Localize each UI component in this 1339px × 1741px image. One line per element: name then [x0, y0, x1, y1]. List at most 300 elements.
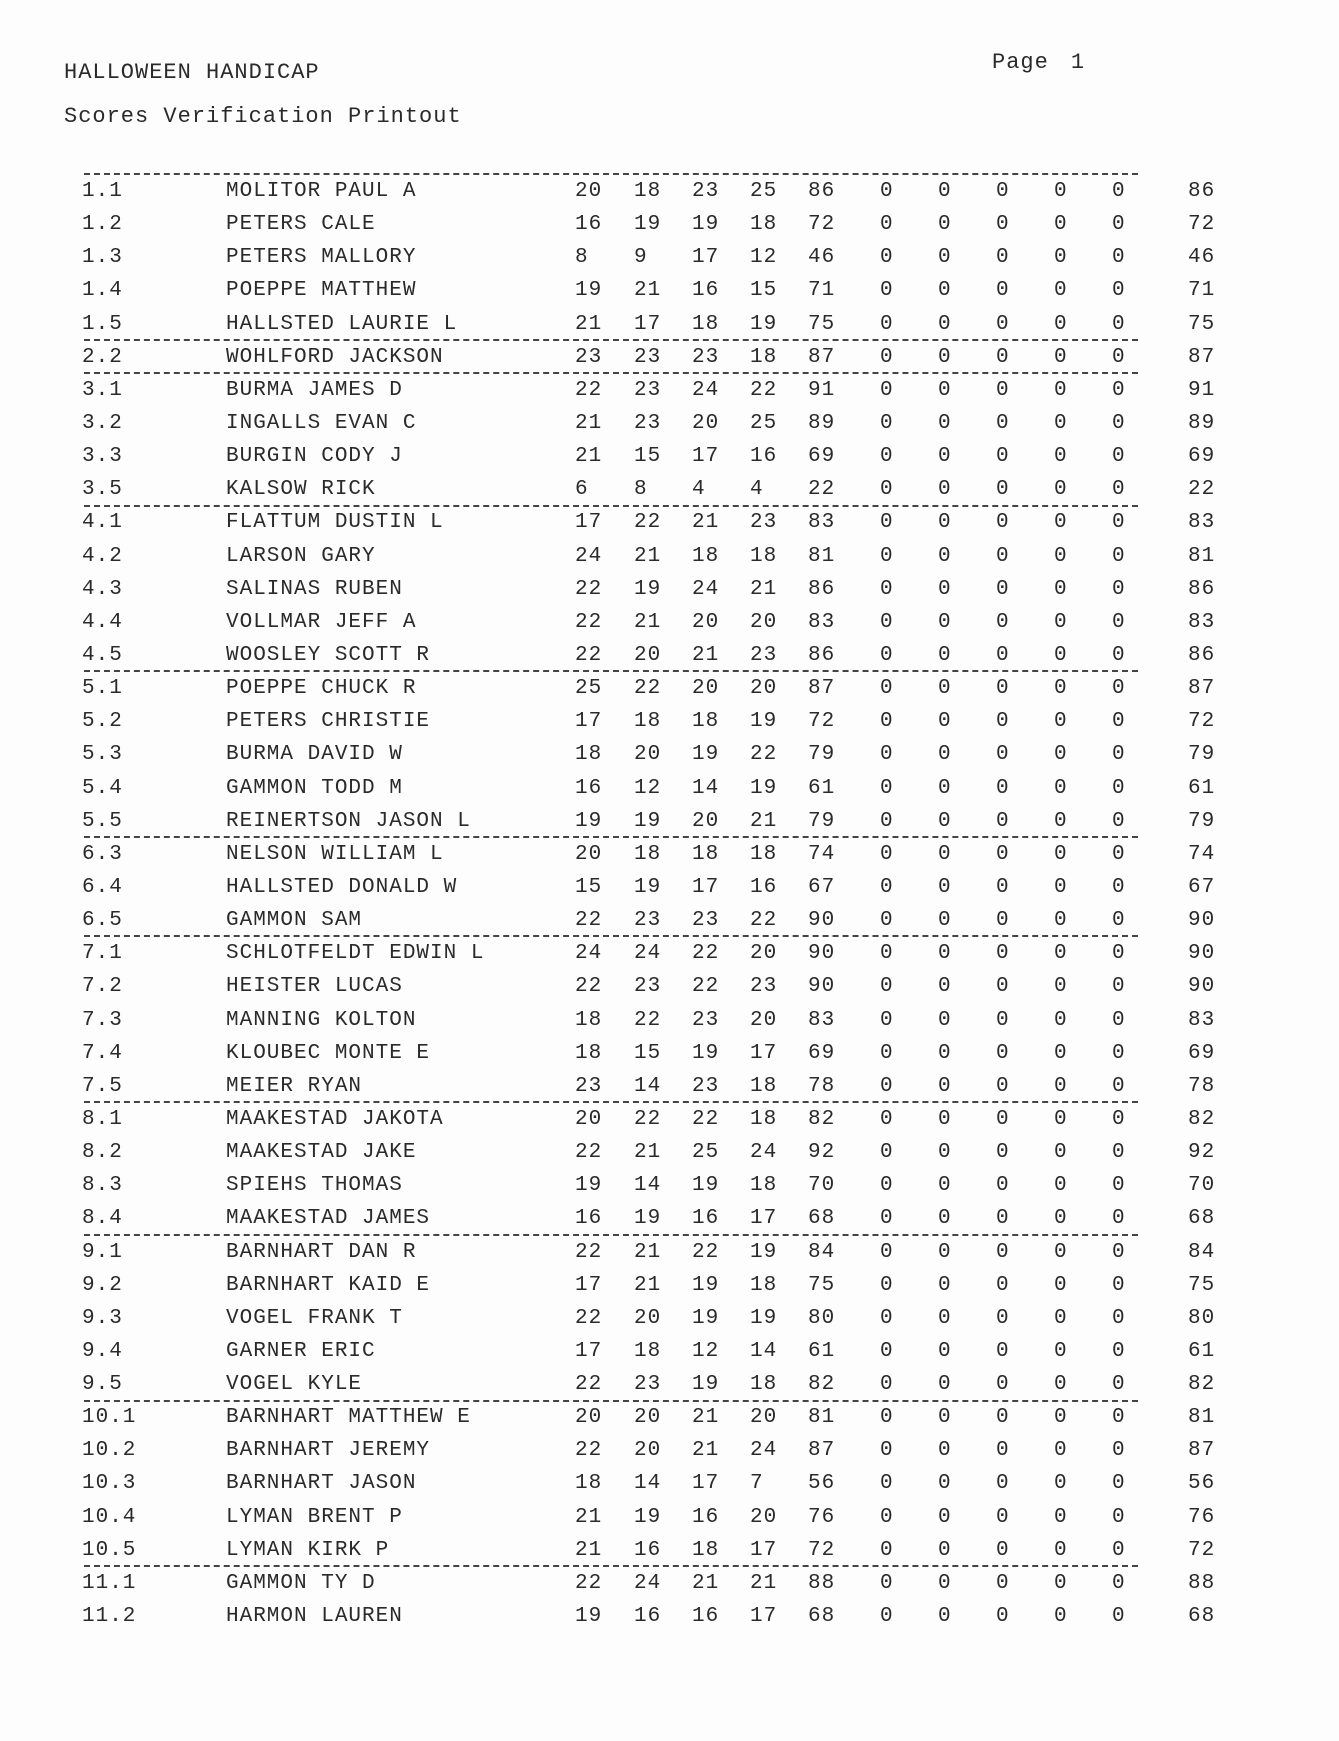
score-cell: 19: [750, 1240, 778, 1264]
zero-cell: 0: [996, 909, 1010, 933]
zero-cell: 0: [938, 875, 952, 899]
zero-cell: 0: [938, 842, 952, 866]
table-row: [0, 1564, 1339, 1597]
shooter-name: PETERS CALE: [226, 213, 376, 237]
score-cell: 23: [692, 180, 720, 203]
score-cell: 83: [808, 511, 836, 535]
entry-id: 6.3: [82, 842, 123, 866]
score-cell: 20: [575, 180, 603, 203]
score-cell: 21: [692, 511, 720, 535]
score-cell: 21: [634, 544, 662, 568]
score-cell: 16: [750, 875, 778, 899]
score-cell: 18: [575, 1041, 603, 1065]
total-cell: 90: [1188, 942, 1216, 966]
entry-id: 9.1: [82, 1240, 123, 1264]
shooter-name: LYMAN BRENT P: [226, 1505, 403, 1529]
table-row: [0, 1398, 1339, 1431]
score-cell: 81: [808, 1406, 836, 1430]
table-row: [0, 669, 1339, 702]
shooter-name: MAAKESTAD JAKE: [226, 1141, 417, 1165]
score-cell: 20: [692, 411, 720, 435]
shooter-name: SCHLOTFELDT EDWIN L: [226, 942, 485, 966]
entry-id: 4.2: [82, 544, 123, 568]
zero-cell: 0: [996, 610, 1010, 634]
score-cell: 23: [692, 345, 720, 369]
table-row: [0, 603, 1339, 636]
score-cell: 23: [634, 1373, 662, 1397]
total-cell: 86: [1188, 643, 1216, 667]
zero-cell: 0: [938, 1008, 952, 1032]
zero-cell: 0: [1112, 975, 1126, 999]
score-cell: 4: [692, 478, 706, 502]
shooter-name: NELSON WILLIAM L: [226, 842, 444, 866]
entry-id: 7.5: [82, 1074, 123, 1098]
total-cell: 69: [1188, 1041, 1216, 1065]
score-cell: 21: [575, 1538, 603, 1562]
zero-cell: 0: [1112, 743, 1126, 767]
zero-cell: 0: [1112, 445, 1126, 469]
total-cell: 82: [1188, 1107, 1216, 1131]
zero-cell: 0: [996, 1439, 1010, 1463]
zero-cell: 0: [880, 1605, 894, 1629]
score-cell: 86: [808, 643, 836, 667]
score-cell: 23: [750, 975, 778, 999]
score-cell: 17: [575, 710, 603, 734]
zero-cell: 0: [938, 1174, 952, 1198]
score-cell: 20: [634, 643, 662, 667]
table-row: [0, 238, 1339, 271]
page-label: Page: [992, 50, 1049, 75]
table-row: [0, 371, 1339, 404]
zero-cell: 0: [996, 1174, 1010, 1198]
zero-cell: 0: [1112, 411, 1126, 435]
zero-cell: 0: [938, 1571, 952, 1595]
entry-id: 6.4: [82, 875, 123, 899]
score-cell: 21: [692, 1571, 720, 1595]
zero-cell: 0: [880, 1008, 894, 1032]
zero-cell: 0: [996, 1571, 1010, 1595]
entry-id: 8.2: [82, 1141, 123, 1165]
total-cell: 86: [1188, 180, 1216, 203]
score-cell: 17: [750, 1041, 778, 1065]
score-cell: 18: [692, 312, 720, 336]
score-cell: 19: [692, 743, 720, 767]
score-cell: 87: [808, 1439, 836, 1463]
zero-cell: 0: [1054, 246, 1068, 270]
score-cell: 19: [692, 1373, 720, 1397]
score-cell: 18: [575, 1472, 603, 1496]
entry-id: 9.5: [82, 1373, 123, 1397]
score-cell: 25: [575, 677, 603, 701]
total-cell: 84: [1188, 1240, 1216, 1264]
score-cell: 23: [634, 909, 662, 933]
entry-id: 3.2: [82, 411, 123, 435]
zero-cell: 0: [1112, 1074, 1126, 1098]
zero-cell: 0: [880, 312, 894, 336]
score-cell: 18: [634, 180, 662, 203]
entry-id: 8.4: [82, 1207, 123, 1231]
zero-cell: 0: [880, 1107, 894, 1131]
table-row: [0, 338, 1339, 371]
zero-cell: 0: [1112, 1406, 1126, 1430]
zero-cell: 0: [996, 809, 1010, 833]
zero-cell: 0: [996, 975, 1010, 999]
score-cell: 20: [634, 1406, 662, 1430]
zero-cell: 0: [938, 909, 952, 933]
score-cell: 24: [575, 544, 603, 568]
entry-id: 1.4: [82, 279, 123, 303]
total-cell: 81: [1188, 1406, 1216, 1430]
zero-cell: 0: [1112, 1605, 1126, 1629]
table-row: [0, 1365, 1339, 1398]
zero-cell: 0: [880, 478, 894, 502]
score-cell: 20: [750, 610, 778, 634]
zero-cell: 0: [880, 809, 894, 833]
total-cell: 61: [1188, 1339, 1216, 1363]
zero-cell: 0: [996, 511, 1010, 535]
score-cell: 14: [634, 1472, 662, 1496]
score-cell: 90: [808, 909, 836, 933]
score-cell: 20: [692, 677, 720, 701]
score-cell: 19: [750, 312, 778, 336]
zero-cell: 0: [1054, 1571, 1068, 1595]
shooter-name: VOGEL KYLE: [226, 1373, 363, 1397]
shooter-name: BURMA JAMES D: [226, 378, 403, 402]
zero-cell: 0: [1112, 180, 1126, 203]
zero-cell: 0: [938, 1141, 952, 1165]
shooter-name: MANNING KOLTON: [226, 1008, 417, 1032]
zero-cell: 0: [938, 577, 952, 601]
shooter-name: MAAKESTAD JAMES: [226, 1207, 431, 1231]
table-row: [0, 636, 1339, 669]
entry-id: 7.1: [82, 942, 123, 966]
zero-cell: 0: [938, 511, 952, 535]
shooter-name: INGALLS EVAN C: [226, 411, 417, 435]
zero-cell: 0: [1112, 1008, 1126, 1032]
entry-id: 7.3: [82, 1008, 123, 1032]
zero-cell: 0: [1112, 1141, 1126, 1165]
zero-cell: 0: [1054, 1240, 1068, 1264]
score-cell: 74: [808, 842, 836, 866]
total-cell: 87: [1188, 677, 1216, 701]
zero-cell: 0: [938, 1207, 952, 1231]
score-cell: 23: [750, 643, 778, 667]
score-cell: 17: [692, 875, 720, 899]
score-cell: 7: [750, 1472, 764, 1496]
score-cell: 4: [750, 478, 764, 502]
total-cell: 90: [1188, 975, 1216, 999]
score-cell: 17: [750, 1538, 778, 1562]
zero-cell: 0: [938, 1107, 952, 1131]
table-row: [0, 901, 1339, 934]
score-cell: 21: [634, 1240, 662, 1264]
zero-cell: 0: [880, 345, 894, 369]
zero-cell: 0: [880, 213, 894, 237]
score-cell: 17: [634, 312, 662, 336]
entry-id: 1.3: [82, 246, 123, 270]
entry-id: 9.2: [82, 1273, 123, 1297]
score-cell: 86: [808, 180, 836, 203]
zero-cell: 0: [996, 279, 1010, 303]
zero-cell: 0: [880, 1505, 894, 1529]
score-cell: 22: [575, 577, 603, 601]
entry-id: 1.2: [82, 213, 123, 237]
table-row: [0, 1034, 1339, 1067]
total-cell: 79: [1188, 743, 1216, 767]
zero-cell: 0: [1054, 511, 1068, 535]
score-cell: 19: [575, 1605, 603, 1629]
score-cell: 17: [750, 1605, 778, 1629]
score-cell: 18: [750, 842, 778, 866]
table-row: [0, 1166, 1339, 1199]
score-cell: 8: [575, 246, 589, 270]
entry-id: 11.1: [82, 1571, 137, 1595]
zero-cell: 0: [880, 677, 894, 701]
score-cell: 20: [634, 743, 662, 767]
zero-cell: 0: [880, 378, 894, 402]
zero-cell: 0: [938, 478, 952, 502]
score-cell: 22: [634, 1107, 662, 1131]
total-cell: 72: [1188, 213, 1216, 237]
entry-id: 4.3: [82, 577, 123, 601]
zero-cell: 0: [880, 610, 894, 634]
zero-cell: 0: [1054, 1107, 1068, 1131]
zero-cell: 0: [938, 411, 952, 435]
score-cell: 18: [750, 213, 778, 237]
table-row: [0, 967, 1339, 1000]
zero-cell: 0: [938, 1339, 952, 1363]
zero-cell: 0: [1054, 544, 1068, 568]
table-row: [0, 1199, 1339, 1232]
total-cell: 75: [1188, 312, 1216, 336]
zero-cell: 0: [880, 1439, 894, 1463]
total-cell: 80: [1188, 1306, 1216, 1330]
zero-cell: 0: [996, 1041, 1010, 1065]
score-cell: 19: [634, 1207, 662, 1231]
shooter-name: GAMMON TY D: [226, 1571, 376, 1595]
total-cell: 56: [1188, 1472, 1216, 1496]
score-cell: 18: [750, 1174, 778, 1198]
entry-id: 10.4: [82, 1505, 137, 1529]
report-title: HALLOWEEN HANDICAP: [64, 60, 320, 85]
score-cell: 19: [634, 809, 662, 833]
score-cell: 19: [634, 1505, 662, 1529]
score-cell: 61: [808, 776, 836, 800]
total-cell: 78: [1188, 1074, 1216, 1098]
shooter-name: HALLSTED LAURIE L: [226, 312, 458, 336]
total-cell: 61: [1188, 776, 1216, 800]
zero-cell: 0: [1054, 776, 1068, 800]
total-cell: 83: [1188, 511, 1216, 535]
shooter-name: SPIEHS THOMAS: [226, 1174, 403, 1198]
score-cell: 80: [808, 1306, 836, 1330]
zero-cell: 0: [1054, 842, 1068, 866]
zero-cell: 0: [1112, 875, 1126, 899]
score-cell: 24: [634, 942, 662, 966]
table-row: [0, 1133, 1339, 1166]
score-cell: 19: [692, 1273, 720, 1297]
score-cell: 14: [634, 1074, 662, 1098]
shooter-name: PETERS CHRISTIE: [226, 710, 431, 734]
zero-cell: 0: [938, 1406, 952, 1430]
score-cell: 25: [750, 411, 778, 435]
total-cell: 71: [1188, 279, 1216, 303]
zero-cell: 0: [1112, 1207, 1126, 1231]
score-cell: 79: [808, 809, 836, 833]
total-cell: 81: [1188, 544, 1216, 568]
score-cell: 18: [575, 1008, 603, 1032]
total-cell: 87: [1188, 345, 1216, 369]
score-cell: 14: [750, 1339, 778, 1363]
entry-id: 10.5: [82, 1538, 137, 1562]
zero-cell: 0: [1112, 610, 1126, 634]
zero-cell: 0: [1054, 1406, 1068, 1430]
zero-cell: 0: [1112, 478, 1126, 502]
table-row: [0, 1299, 1339, 1332]
score-cell: 22: [750, 743, 778, 767]
score-cell: 87: [808, 345, 836, 369]
score-cell: 21: [634, 1141, 662, 1165]
table-row: [0, 1332, 1339, 1365]
zero-cell: 0: [938, 809, 952, 833]
zero-cell: 0: [1054, 743, 1068, 767]
zero-cell: 0: [938, 975, 952, 999]
score-cell: 86: [808, 577, 836, 601]
score-cell: 91: [808, 378, 836, 402]
score-cell: 21: [575, 445, 603, 469]
zero-cell: 0: [938, 213, 952, 237]
score-cell: 23: [575, 345, 603, 369]
entry-id: 2.2: [82, 345, 123, 369]
score-cell: 16: [575, 776, 603, 800]
shooter-name: POEPPE MATTHEW: [226, 279, 417, 303]
score-cell: 23: [750, 511, 778, 535]
zero-cell: 0: [880, 1306, 894, 1330]
total-cell: 90: [1188, 909, 1216, 933]
table-row: [0, 570, 1339, 603]
score-cell: 21: [634, 1273, 662, 1297]
zero-cell: 0: [938, 279, 952, 303]
score-cell: 20: [692, 809, 720, 833]
score-cell: 70: [808, 1174, 836, 1198]
score-cell: 16: [634, 1538, 662, 1562]
shooter-name: WOOSLEY SCOTT R: [226, 643, 431, 667]
zero-cell: 0: [938, 345, 952, 369]
score-cell: 12: [750, 246, 778, 270]
score-cell: 22: [575, 610, 603, 634]
score-cell: 21: [750, 577, 778, 601]
total-cell: 75: [1188, 1273, 1216, 1297]
zero-cell: 0: [996, 1207, 1010, 1231]
zero-cell: 0: [1112, 809, 1126, 833]
zero-cell: 0: [880, 1373, 894, 1397]
total-cell: 89: [1188, 411, 1216, 435]
score-cell: 81: [808, 544, 836, 568]
zero-cell: 0: [996, 213, 1010, 237]
score-cell: 15: [750, 279, 778, 303]
zero-cell: 0: [1054, 1207, 1068, 1231]
zero-cell: 0: [938, 1074, 952, 1098]
entry-id: 8.1: [82, 1107, 123, 1131]
score-cell: 22: [575, 643, 603, 667]
total-cell: 67: [1188, 875, 1216, 899]
score-cell: 22: [575, 1240, 603, 1264]
score-cell: 18: [634, 842, 662, 866]
zero-cell: 0: [996, 1605, 1010, 1629]
total-cell: 91: [1188, 378, 1216, 402]
zero-cell: 0: [880, 445, 894, 469]
score-cell: 17: [575, 1273, 603, 1297]
zero-cell: 0: [996, 312, 1010, 336]
entry-id: 1.1: [82, 180, 123, 203]
score-cell: 19: [750, 710, 778, 734]
score-cell: 79: [808, 743, 836, 767]
shooter-name: BARNHART MATTHEW E: [226, 1406, 471, 1430]
score-cell: 6: [575, 478, 589, 502]
score-cell: 21: [750, 809, 778, 833]
zero-cell: 0: [996, 1505, 1010, 1529]
zero-cell: 0: [996, 1074, 1010, 1098]
table-row: [0, 934, 1339, 967]
shooter-name: BURGIN CODY J: [226, 445, 403, 469]
score-cell: 16: [692, 1605, 720, 1629]
table-row: [0, 305, 1339, 338]
score-cell: 20: [575, 1107, 603, 1131]
zero-cell: 0: [1054, 875, 1068, 899]
score-cell: 69: [808, 1041, 836, 1065]
zero-cell: 0: [880, 279, 894, 303]
table-row: [0, 1597, 1339, 1630]
score-cell: 17: [575, 1339, 603, 1363]
zero-cell: 0: [938, 1538, 952, 1562]
score-cell: 18: [750, 345, 778, 369]
score-cell: 19: [692, 213, 720, 237]
zero-cell: 0: [1054, 345, 1068, 369]
zero-cell: 0: [996, 875, 1010, 899]
score-cell: 75: [808, 312, 836, 336]
score-cell: 19: [634, 213, 662, 237]
zero-cell: 0: [996, 180, 1010, 203]
table-row: [0, 868, 1339, 901]
shooter-name: REINERTSON JASON L: [226, 809, 471, 833]
total-cell: 46: [1188, 246, 1216, 270]
total-cell: 87: [1188, 1439, 1216, 1463]
zero-cell: 0: [938, 1240, 952, 1264]
score-cell: 16: [634, 1605, 662, 1629]
shooter-name: MOLITOR PAUL A: [226, 180, 417, 203]
zero-cell: 0: [880, 1538, 894, 1562]
score-cell: 22: [575, 1306, 603, 1330]
page-indicator: [992, 50, 1085, 75]
zero-cell: 0: [1112, 577, 1126, 601]
score-cell: 8: [634, 478, 648, 502]
table-row: [0, 1464, 1339, 1497]
table-row: [0, 1266, 1339, 1299]
zero-cell: 0: [880, 511, 894, 535]
entry-id: 3.3: [82, 445, 123, 469]
zero-cell: 0: [996, 411, 1010, 435]
entry-id: 10.2: [82, 1439, 137, 1463]
score-cell: 71: [808, 279, 836, 303]
score-cell: 21: [575, 312, 603, 336]
score-cell: 22: [575, 1439, 603, 1463]
score-cell: 12: [634, 776, 662, 800]
zero-cell: 0: [1112, 776, 1126, 800]
zero-cell: 0: [938, 710, 952, 734]
score-cell: 23: [634, 411, 662, 435]
zero-cell: 0: [1112, 511, 1126, 535]
entry-id: 5.1: [82, 677, 123, 701]
